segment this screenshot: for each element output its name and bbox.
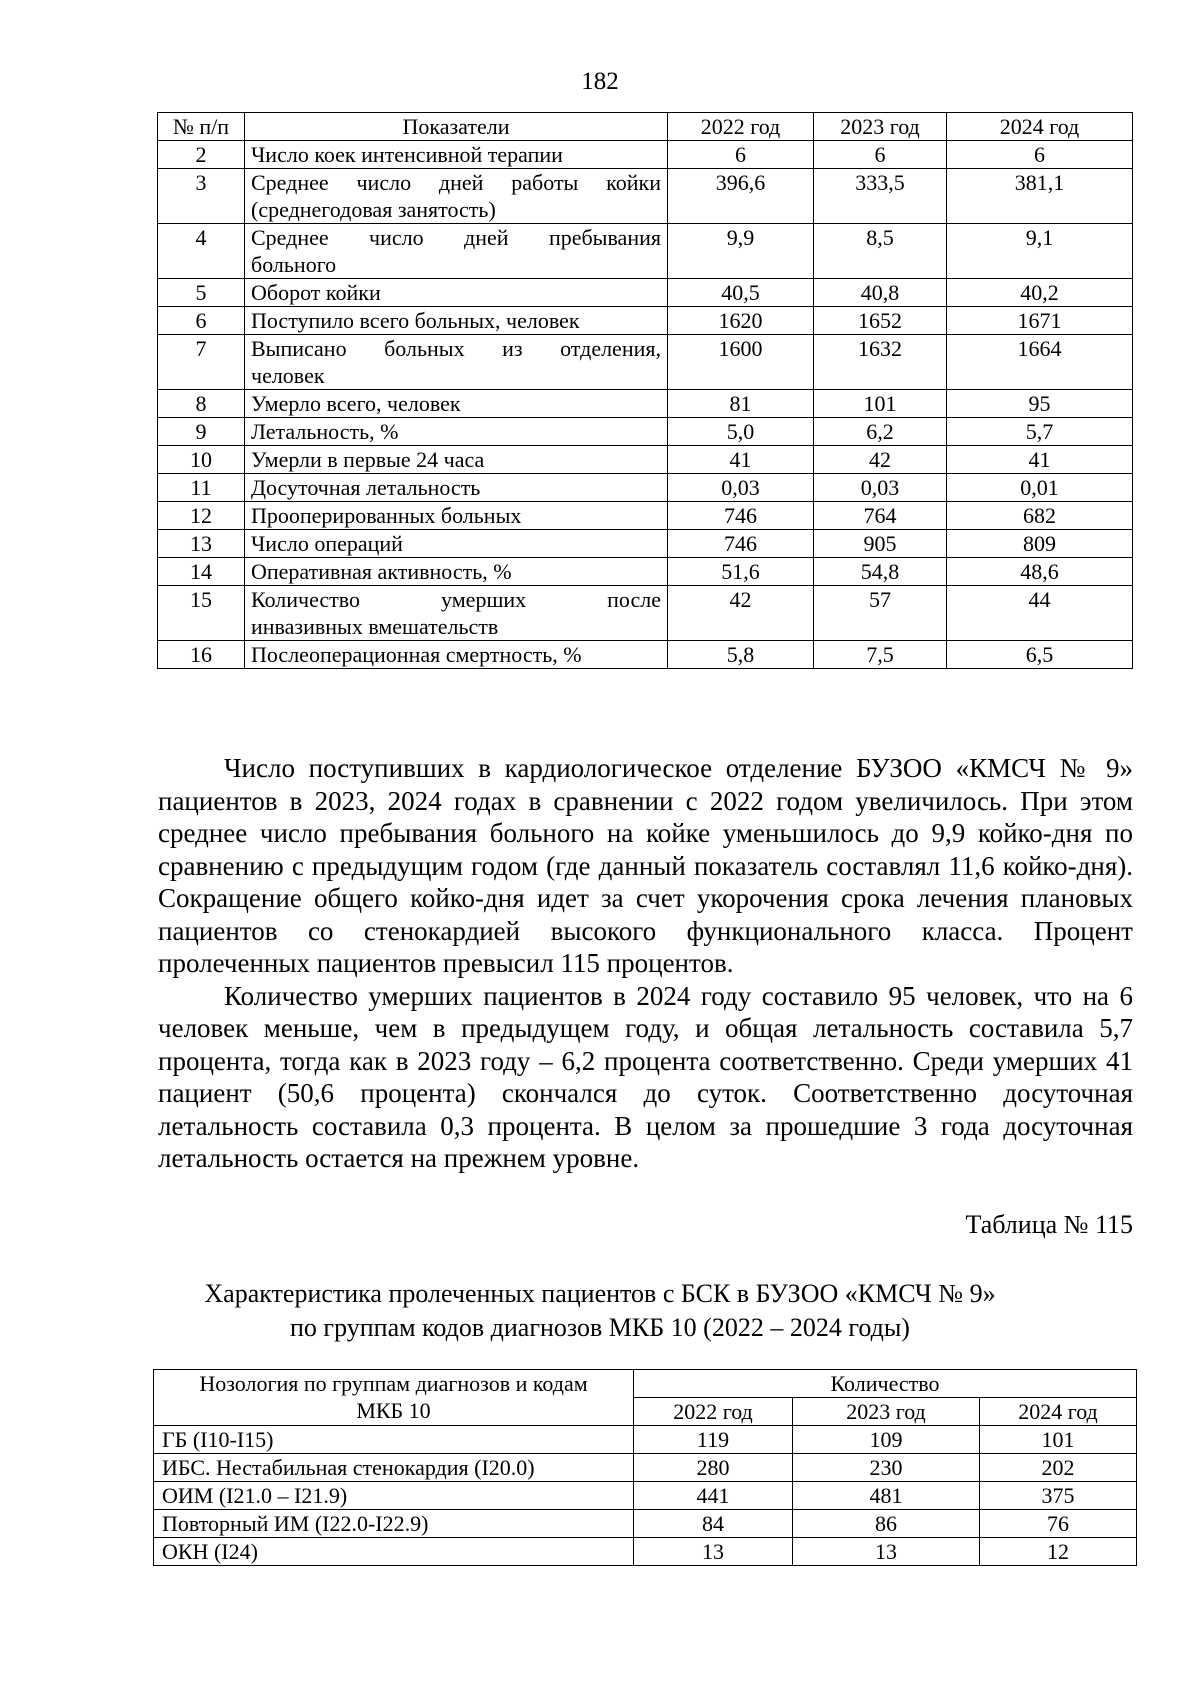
value-2022: 84: [634, 1510, 793, 1538]
value-2023: 230: [793, 1454, 980, 1482]
table-header-row: [158, 113, 1133, 141]
indicator-line: Послеоперационная смертность, %: [251, 642, 582, 667]
value-2022: 5,0: [668, 418, 814, 446]
table-row: [158, 530, 1133, 558]
value-2023: 1652: [814, 307, 947, 335]
value-2022: 119: [634, 1426, 793, 1454]
value-2022: 41: [668, 446, 814, 474]
value-2024: 40,2: [947, 279, 1133, 307]
row-indicator: [245, 390, 668, 418]
value-2024: 682: [947, 502, 1133, 530]
indicator-line: Летальность, %: [251, 419, 399, 444]
value-2024: 1664: [947, 335, 1133, 390]
table-row: [158, 279, 1133, 307]
table-row: [154, 1426, 1137, 1454]
value-2023: 6,2: [814, 418, 947, 446]
indicator-line: Среднее число дней работы койки: [251, 170, 661, 195]
value-2024: 101: [980, 1426, 1137, 1454]
value-2022: 5,8: [668, 641, 814, 669]
table-row: [158, 307, 1133, 335]
page-number: 182: [581, 68, 619, 95]
value-2023: 905: [814, 530, 947, 558]
row-nosology: ОКН (I24): [154, 1538, 634, 1566]
value-2023: 8,5: [814, 224, 947, 279]
value-2024: 1671: [947, 307, 1133, 335]
value-2024: 809: [947, 530, 1133, 558]
table-caption: [0, 1277, 1200, 1345]
table-row: [158, 641, 1133, 669]
table-header-row: [154, 1370, 1137, 1398]
value-2024: 375: [980, 1482, 1137, 1510]
value-2023: 1632: [814, 335, 947, 390]
table-row: [154, 1538, 1137, 1566]
value-2023: 42: [814, 446, 947, 474]
value-2023: 54,8: [814, 558, 947, 586]
value-2023: 764: [814, 502, 947, 530]
header-2023: 2023 год: [793, 1398, 980, 1426]
value-2024: 6,5: [947, 641, 1133, 669]
indicator-line: Число операций: [251, 531, 403, 556]
value-2024: 0,01: [947, 474, 1133, 502]
header-2024: 2024 год: [980, 1398, 1137, 1426]
indicator-line: Умерли в первые 24 часа: [251, 447, 485, 472]
value-2022: 396,6: [668, 169, 814, 224]
value-2024: 41: [947, 446, 1133, 474]
indicator-line: Оборот койки: [251, 280, 381, 305]
value-2022: 9,9: [668, 224, 814, 279]
indicator-line: Прооперированных больных: [251, 503, 522, 528]
row-number: 6: [158, 307, 245, 335]
paragraph: Количество умерших пациентов в 2024 году составило 95 человек, что на 6 человек меньше, чем в предыдущем году, и общая летальность составила 5,7 процента, тогда как в 2023 году – 6,2 процента соответственно. Среди умерших 41 пациент (50,6 процента) скончался до суток. Соответственно досуточная летальность составила 0,3 процента. В целом за прошедшие 3 года досуточная летальность остается на прежнем уровне.: [158, 980, 1133, 1173]
indicator-line: Досуточная летальность: [251, 475, 481, 500]
row-indicator: [245, 446, 668, 474]
row-indicator: [245, 307, 668, 335]
table-row: [158, 390, 1133, 418]
hospital-indicators-table: [157, 112, 1133, 669]
value-2022: 280: [634, 1454, 793, 1482]
indicator-line: человек: [251, 363, 325, 388]
table-row: [158, 335, 1133, 390]
table-row: [158, 141, 1133, 169]
row-indicator: [245, 474, 668, 502]
value-2022: 746: [668, 530, 814, 558]
indicator-line: (среднегодовая занятость): [251, 197, 496, 222]
row-number: 8: [158, 390, 245, 418]
header-nosology-line: МКБ 10: [356, 1398, 431, 1423]
value-2022: 6: [668, 141, 814, 169]
value-2024: 9,1: [947, 224, 1133, 279]
value-2022: 13: [634, 1538, 793, 1566]
value-2022: 51,6: [668, 558, 814, 586]
value-2024: 95: [947, 390, 1133, 418]
table-row: [158, 474, 1133, 502]
value-2023: 40,8: [814, 279, 947, 307]
row-number: 5: [158, 279, 245, 307]
table-row: [158, 224, 1133, 279]
row-number: 10: [158, 446, 245, 474]
value-2024: 5,7: [947, 418, 1133, 446]
value-2024: 202: [980, 1454, 1137, 1482]
value-2023: 101: [814, 390, 947, 418]
header-indicator: Показатели: [245, 113, 668, 141]
indicator-line: Оперативная активность, %: [251, 559, 512, 584]
value-2022: 42: [668, 586, 814, 641]
row-indicator: [245, 586, 668, 641]
table-row: [158, 558, 1133, 586]
row-number: 7: [158, 335, 245, 390]
row-number: 12: [158, 502, 245, 530]
row-indicator: [245, 530, 668, 558]
value-2023: 86: [793, 1510, 980, 1538]
value-2022: 1600: [668, 335, 814, 390]
value-2023: 333,5: [814, 169, 947, 224]
table-row: [154, 1482, 1137, 1510]
value-2024: 6: [947, 141, 1133, 169]
value-2024: 12: [980, 1538, 1137, 1566]
table-row: [158, 502, 1133, 530]
row-indicator: [245, 558, 668, 586]
row-number: 9: [158, 418, 245, 446]
row-nosology: ИБС. Нестабильная стенокардия (I20.0): [154, 1454, 634, 1482]
header-quantity: Количество: [634, 1370, 1137, 1398]
header-2024: 2024 год: [947, 113, 1133, 141]
body-text: [158, 752, 1133, 1175]
header-nosology: [154, 1370, 634, 1426]
indicator-line: Количество умерших после: [251, 587, 661, 612]
value-2024: 381,1: [947, 169, 1133, 224]
indicator-line: больного: [251, 252, 337, 277]
row-number: 2: [158, 141, 245, 169]
table-row: [154, 1454, 1137, 1482]
value-2024: 76: [980, 1510, 1137, 1538]
value-2022: 1620: [668, 307, 814, 335]
value-2024: 44: [947, 586, 1133, 641]
value-2022: 81: [668, 390, 814, 418]
header-num: № п/п: [158, 113, 245, 141]
header-nosology-line: Нозология по группам диагнозов и кодам: [199, 1371, 588, 1396]
indicator-line: Среднее число дней пребывания: [251, 225, 661, 250]
row-number: 3: [158, 169, 245, 224]
row-indicator: [245, 141, 668, 169]
value-2022: 746: [668, 502, 814, 530]
row-number: 4: [158, 224, 245, 279]
value-2023: 6: [814, 141, 947, 169]
paragraph: Число поступивших в кардиологическое отделение БУЗОО «КМСЧ № 9» пациентов в 2023, 2024 годах в сравнении с 2022 годом увеличилось. При этом среднее число пребывания больного на койке уменьшилось до 9,9 койко-дня по сравнению с предыдущим годом (где данный показатель составлял 11,6 койко-дня). Сокращение общего койко-дня идет за счет укорочения срока лечения плановых пациентов со стенокардией высокого функционального класса. Процент пролеченных пациентов превысил 115 процентов.: [158, 753, 1133, 978]
indicator-line: Умерло всего, человек: [251, 391, 461, 416]
value-2024: 48,6: [947, 558, 1133, 586]
value-2022: 0,03: [668, 474, 814, 502]
header-2022: 2022 год: [668, 113, 814, 141]
value-2023: 109: [793, 1426, 980, 1454]
row-number: 14: [158, 558, 245, 586]
value-2023: 13: [793, 1538, 980, 1566]
row-number: 15: [158, 586, 245, 641]
value-2022: 441: [634, 1482, 793, 1510]
row-indicator: [245, 502, 668, 530]
row-nosology: Повторный ИМ (I22.0-I22.9): [154, 1510, 634, 1538]
row-number: 11: [158, 474, 245, 502]
value-2023: 0,03: [814, 474, 947, 502]
table-label: Таблица № 115: [965, 1210, 1133, 1239]
row-nosology: ОИМ (I21.0 – I21.9): [154, 1482, 634, 1510]
indicator-line: Выписано больных из отделения,: [251, 336, 661, 361]
row-number: 13: [158, 530, 245, 558]
nosology-table: [153, 1369, 1137, 1566]
table-row: [158, 446, 1133, 474]
indicator-line: Число коек интенсивной терапии: [251, 142, 563, 167]
row-indicator: [245, 224, 668, 279]
caption-line: по группам кодов диагнозов МКБ 10 (2022 – 2024 годы): [290, 1313, 910, 1342]
row-indicator: [245, 169, 668, 224]
row-number: 16: [158, 641, 245, 669]
table-row: [158, 169, 1133, 224]
caption-line: Характеристика пролеченных пациентов с БСК в БУЗОО «КМСЧ № 9»: [204, 1279, 996, 1308]
table-row: [158, 586, 1133, 641]
row-indicator: [245, 641, 668, 669]
table-row: [154, 1510, 1137, 1538]
row-nosology: ГБ (I10-I15): [154, 1426, 634, 1454]
value-2023: 481: [793, 1482, 980, 1510]
row-indicator: [245, 418, 668, 446]
value-2023: 57: [814, 586, 947, 641]
indicator-line: Поступило всего больных, человек: [251, 308, 580, 333]
row-indicator: [245, 335, 668, 390]
value-2022: 40,5: [668, 279, 814, 307]
table-row: [158, 418, 1133, 446]
row-indicator: [245, 279, 668, 307]
value-2023: 7,5: [814, 641, 947, 669]
header-2023: 2023 год: [814, 113, 947, 141]
indicator-line: инвазивных вмешательств: [251, 614, 499, 639]
header-2022: 2022 год: [634, 1398, 793, 1426]
